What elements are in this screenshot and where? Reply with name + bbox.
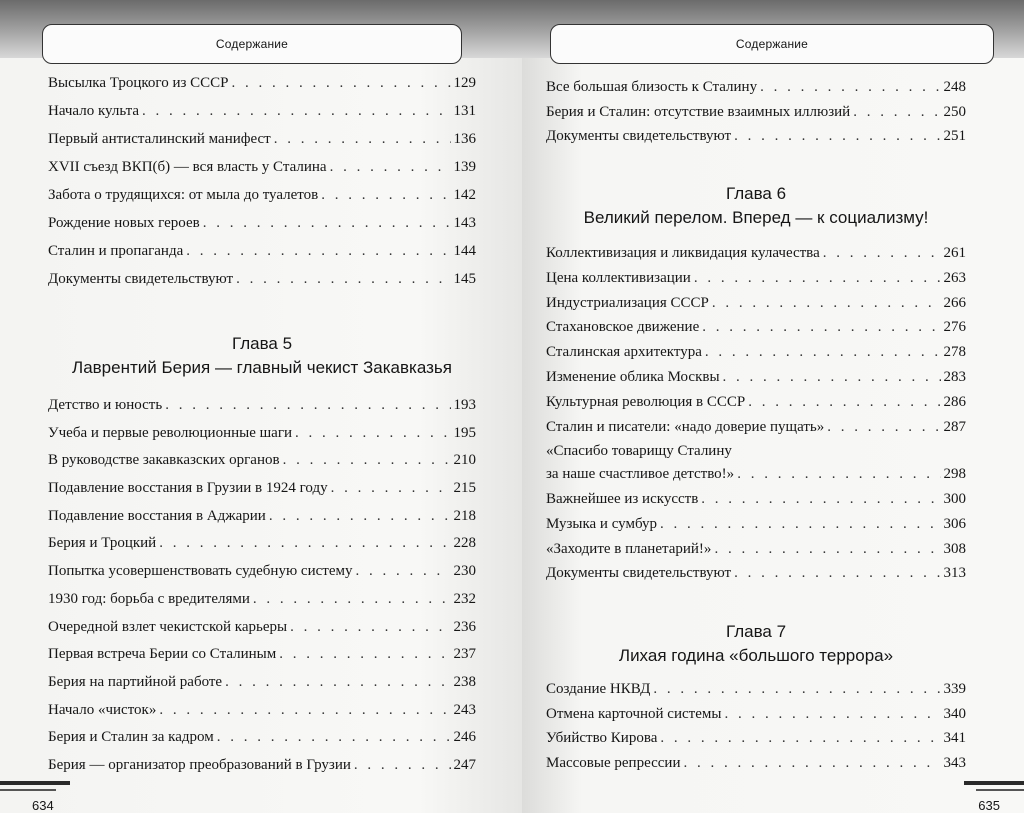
toc-entry	[48, 398, 476, 426]
toc-entry-page: 339	[943, 681, 966, 697]
toc-entry	[48, 647, 476, 675]
toc-entry-title: Начало «чисток»	[48, 701, 157, 718]
toc-leader-dots	[702, 320, 940, 335]
chapter-7-number: Глава 7	[725, 622, 787, 641]
toc-entry-title: Важнейшее из искусств	[546, 491, 699, 507]
toc-entry-title: Массовые репрессии	[546, 754, 681, 771]
toc-entry-page: 283	[943, 368, 966, 385]
toc-leader-dots	[823, 246, 941, 261]
toc-entry-page: 142	[453, 187, 476, 203]
toc-list-chapter-5	[48, 398, 476, 786]
toc-entry-title-line1: «Спасибо товарищу Сталину	[546, 443, 732, 459]
toc-leader-dots	[737, 467, 940, 482]
toc-entry	[48, 481, 476, 509]
chapter-6-number: Глава 6	[725, 184, 787, 203]
toc-entry	[546, 296, 966, 321]
toc-leader-dots	[660, 517, 940, 532]
toc-entry-title-line2: за наше счастливое детство!»	[546, 466, 735, 482]
toc-entry	[546, 682, 966, 707]
toc-entry-page: 145	[453, 271, 476, 287]
toc-entry-title: Забота о трудящихся: от мыла до туалетов	[48, 187, 319, 203]
toc-entry	[546, 492, 966, 517]
toc-entry	[546, 345, 966, 370]
toc-leader-dots	[253, 592, 451, 607]
toc-entry	[546, 80, 966, 105]
toc-leader-dots	[159, 536, 450, 551]
toc-list-left-top	[48, 76, 476, 300]
toc-leader-dots	[734, 129, 940, 144]
page-number-rule	[0, 789, 56, 791]
toc-leader-dots	[748, 395, 940, 410]
toc-entry-page: 261	[943, 245, 966, 261]
toc-leader-dots	[232, 76, 451, 91]
toc-entry-page: 246	[453, 729, 476, 746]
toc-entry-title: Сталин и писатели: «надо доверие пущать»	[546, 418, 825, 435]
toc-leader-dots	[827, 420, 940, 435]
toc-entry	[546, 395, 966, 420]
toc-entry-title: Индустриализация СССР	[546, 294, 709, 311]
toc-leader-dots	[274, 132, 451, 147]
toc-entry-title: Изменение облика Москвы	[546, 368, 720, 385]
toc-entry-page: 143	[453, 215, 476, 231]
chapter-6-title: Великий перелом. Вперед — к социализму!	[583, 208, 929, 227]
toc-entry	[48, 244, 476, 272]
toc-entry-title: 1930 год: борьба с вредителями	[48, 590, 250, 607]
toc-entry	[48, 703, 476, 731]
toc-entry	[48, 592, 476, 620]
toc-leader-dots	[269, 509, 451, 524]
toc-entry	[48, 272, 476, 300]
toc-entry-title: Берия и Троцкий	[48, 535, 157, 552]
toc-entry-title: В руководстве закавказских органов	[48, 452, 280, 469]
toc-entry-title: Берия и Сталин: отсутствие взаимных иллюзий	[546, 103, 851, 120]
toc-entry	[48, 675, 476, 703]
toc-entry-page: 218	[453, 507, 476, 524]
toc-entry-title: Высылка Троцкого из СССР	[48, 75, 229, 91]
toc-leader-dots	[712, 296, 941, 311]
toc-entry-title: Очередной взлет чекистской карьеры	[48, 618, 288, 635]
toc-entry	[546, 517, 966, 542]
toc-leader-dots	[734, 566, 940, 581]
toc-entry	[48, 104, 476, 132]
toc-entry-page: 238	[453, 673, 476, 690]
toc-entry	[546, 731, 966, 756]
toc-entry-page: 210	[453, 452, 476, 469]
page-number-left: 634	[32, 798, 54, 813]
toc-entry	[48, 453, 476, 481]
toc-entry	[546, 542, 966, 567]
toc-entry-title: Отмена карточной системы	[546, 705, 722, 722]
toc-entry	[48, 730, 476, 758]
toc-entry-page: 236	[453, 618, 476, 635]
toc-entry	[48, 132, 476, 160]
running-header-right: Содержание	[550, 24, 994, 64]
chapter-5-title: Лаврентий Берия — главный чекист Закавказья	[72, 358, 452, 377]
toc-entry	[48, 564, 476, 592]
toc-entry-title: Документы свидетельствуют	[546, 565, 732, 582]
toc-leader-dots	[653, 682, 940, 697]
toc-leader-dots	[705, 345, 941, 360]
toc-leader-dots	[723, 370, 941, 385]
toc-entry-page: 266	[943, 294, 966, 311]
toc-entry-page: 341	[943, 730, 966, 746]
toc-leader-dots	[660, 731, 940, 746]
toc-entry	[546, 105, 966, 130]
toc-entry-page: 276	[943, 319, 966, 336]
toc-entry-page: 232	[453, 590, 476, 607]
toc-entry-page: 251	[943, 128, 966, 144]
toc-entry-page: 343	[943, 754, 966, 771]
toc-leader-dots	[186, 244, 450, 259]
toc-entry-page: 237	[453, 646, 476, 663]
toc-entry	[48, 76, 476, 104]
toc-entry-page: 129	[453, 75, 476, 91]
toc-entry	[48, 536, 476, 564]
toc-list-chapter-6	[546, 246, 966, 444]
toc-entry-page: 298	[943, 466, 966, 482]
toc-entry-title: Рождение новых героев	[48, 215, 200, 231]
toc-entry	[546, 320, 966, 345]
toc-entry	[546, 246, 966, 271]
toc-entry-page: 300	[943, 491, 966, 507]
toc-entry	[546, 271, 966, 296]
toc-leader-dots	[295, 426, 450, 441]
toc-entry-page: 248	[943, 79, 966, 95]
toc-leader-dots	[760, 80, 940, 95]
toc-entry-title: Берия на партийной работе	[48, 673, 223, 690]
toc-entry-page: 247	[453, 756, 476, 773]
toc-entry-title: Культурная революция в СССР	[546, 393, 746, 410]
toc-entry	[546, 444, 966, 482]
toc-entry-page: 228	[453, 535, 476, 552]
toc-entry	[546, 370, 966, 395]
page-number-right: 635	[978, 798, 1000, 813]
toc-entry-page: 144	[453, 243, 476, 259]
toc-list-chapter-7	[546, 682, 966, 780]
toc-entry-page: 215	[453, 480, 476, 497]
toc-leader-dots	[701, 492, 940, 507]
toc-leader-dots	[694, 271, 941, 286]
toc-entry	[48, 160, 476, 188]
toc-entry-page: 286	[943, 393, 966, 410]
toc-leader-dots	[330, 160, 451, 175]
toc-entry	[48, 426, 476, 454]
toc-entry	[546, 756, 966, 781]
toc-entry-page: 250	[943, 103, 966, 120]
toc-entry-title: Подавление восстания в Грузии в 1924 году	[48, 480, 328, 497]
toc-entry-title: Начало культа	[48, 103, 140, 119]
toc-entry	[48, 509, 476, 537]
toc-leader-dots	[714, 542, 940, 557]
toc-entry-title: Сталинская архитектура	[546, 344, 702, 361]
toc-leader-dots	[217, 730, 451, 745]
toc-entry-page: 340	[943, 705, 966, 722]
toc-entry	[546, 420, 966, 445]
chapter-7-title: Лихая година «большого террора»	[618, 646, 894, 665]
page-number-rule	[976, 789, 1024, 791]
toc-leader-dots	[331, 481, 451, 496]
right-page	[522, 0, 1024, 813]
toc-leader-dots	[354, 758, 451, 773]
toc-leader-dots	[283, 453, 451, 468]
toc-entry	[48, 188, 476, 216]
toc-list-chapter-6-continued	[546, 492, 966, 591]
page-number-bar	[0, 781, 70, 785]
toc-entry-page: 230	[453, 563, 476, 580]
toc-leader-dots	[159, 703, 450, 718]
running-header-left: Содержание	[42, 24, 462, 64]
toc-entry-title: «Заходите в планетарий!»	[546, 540, 712, 557]
toc-entry-title: Сталин и пропаганда	[48, 243, 184, 259]
toc-entry-page: 193	[453, 397, 476, 413]
toc-entry	[48, 758, 476, 786]
toc-entry-page: 287	[943, 418, 966, 435]
toc-entry-title: Музыка и сумбур	[546, 515, 658, 532]
toc-leader-dots	[142, 104, 450, 119]
toc-leader-dots	[355, 564, 450, 579]
toc-entry	[546, 129, 966, 154]
toc-entry-two-line	[546, 444, 966, 482]
toc-entry-title: Берия — организатор преобразований в Грузии	[48, 756, 351, 773]
toc-entry-title: Берия и Сталин за кадром	[48, 729, 214, 746]
toc-entry-title: Документы свидетельствуют	[546, 128, 732, 144]
toc-entry-title: Учеба и первые революционные шаги	[48, 424, 293, 441]
toc-entry	[546, 566, 966, 591]
toc-entry	[546, 707, 966, 732]
chapter-5-number: Глава 5	[231, 334, 293, 353]
toc-leader-dots	[225, 675, 450, 690]
toc-entry-page: 195	[453, 424, 476, 441]
toc-leader-dots	[853, 105, 940, 120]
toc-entry-title: Попытка усовершенствовать судебную систему	[48, 563, 353, 580]
toc-entry-title: Цена коллективизации	[546, 269, 691, 286]
toc-entry	[48, 620, 476, 648]
toc-entry-title: Первая встреча Берии со Сталиным	[48, 646, 277, 663]
toc-entry-title: Создание НКВД	[546, 681, 651, 697]
page-number-bar	[964, 781, 1024, 785]
toc-leader-dots	[203, 216, 451, 231]
toc-entry-page: 306	[943, 515, 966, 532]
toc-entry-page: 131	[453, 103, 476, 119]
toc-entry-page: 308	[943, 540, 966, 557]
toc-entry-page: 136	[453, 131, 476, 147]
toc-leader-dots	[279, 647, 450, 662]
toc-entry-title: Все большая близость к Сталину	[546, 79, 758, 95]
toc-entry-title: Детство и юность	[48, 397, 163, 413]
toc-entry-page: 278	[943, 344, 966, 361]
toc-entry-page: 139	[453, 159, 476, 175]
toc-entry-page: 243	[453, 701, 476, 718]
toc-leader-dots	[236, 272, 450, 287]
toc-entry-title: Документы свидетельствуют	[48, 271, 234, 287]
toc-entry-title: Убийство Кирова	[546, 730, 658, 746]
toc-entry-page: 313	[943, 565, 966, 582]
toc-entry-title: Коллективизация и ликвидация кулачества	[546, 245, 820, 261]
toc-leader-dots	[724, 707, 940, 722]
toc-leader-dots	[321, 188, 450, 203]
toc-entry-title: Подавление восстания в Аджарии	[48, 507, 266, 524]
toc-entry	[48, 216, 476, 244]
toc-leader-dots	[290, 620, 450, 635]
toc-leader-dots	[165, 398, 450, 413]
toc-list-right-top	[546, 80, 966, 154]
toc-leader-dots	[683, 756, 940, 771]
toc-entry-title: Первый антисталинский манифест	[48, 131, 271, 147]
toc-entry-page: 263	[943, 269, 966, 286]
toc-entry-title: Стахановское движение	[546, 319, 700, 336]
toc-entry-title: XVII съезд ВКП(б) — вся власть у Сталина	[48, 159, 327, 175]
